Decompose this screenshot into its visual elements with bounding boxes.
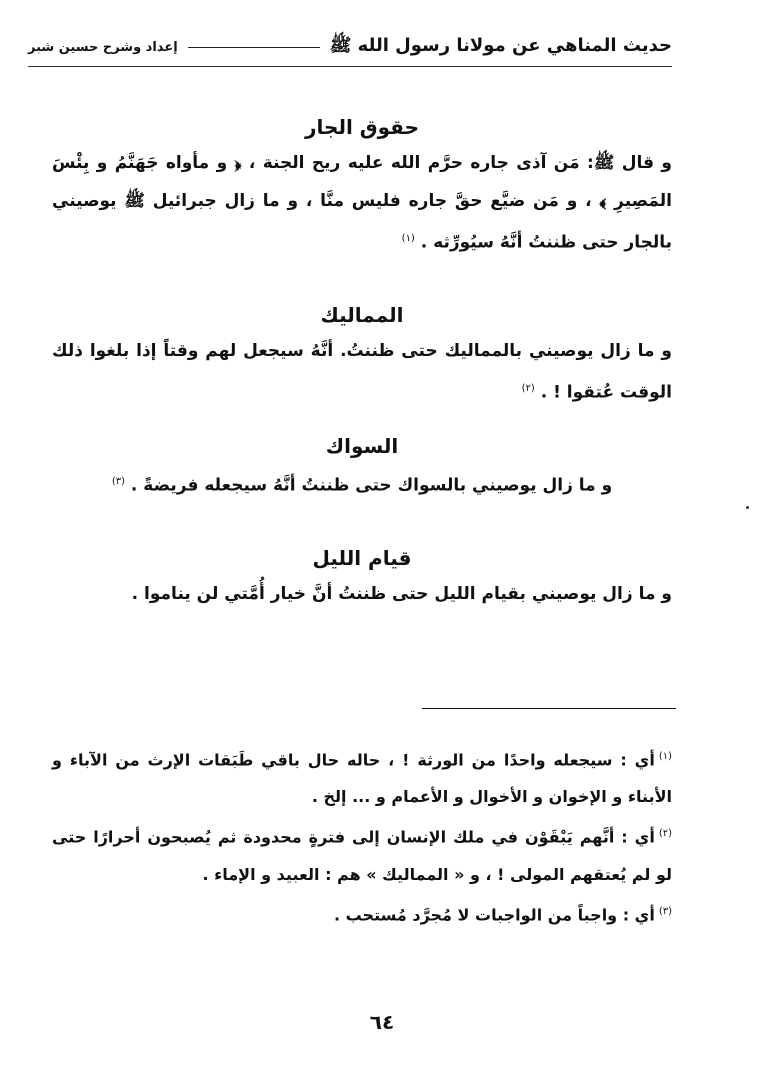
section-paragraph [52,144,672,262]
section-heading: المماليك [320,302,404,327]
book-title: حديث المناهي عن مولانا رسول الله ﷺ [329,35,672,56]
section-paragraph [52,332,672,412]
footnote-ref: (٢) [521,382,535,394]
section-neighbor-rights [52,110,672,262]
footnote-separator [422,708,676,709]
header-divider [188,47,320,48]
footnote-text: أي : أنَّهم يَبْقَوْن في ملك الإنسان إلى فترةٍ محدودة ثم يُصبحون أحرارًا حتى لو لم يُعتقهم المولى ! ، و « المماليك » هم : العبيد و الإماء . [52,827,672,884]
paragraph-text: و ما زال يوصيني بالمماليك حتى ظننتُ. أنَّهُ سيجعل لهم وقتاً إذا بلغوا ذلك الوقت عُتقوا ! . [52,340,672,403]
page-number: ٦٤ [369,1010,395,1034]
footnote-text: أي : سيجعله واحدًا من الورثة ! ، حاله حال باقي طَبَقات الإرث من الآباء و الأبناء و الإخوان و الأخوال و الأعمام و ... إلخ . [52,750,672,807]
footnote-number: (١) [658,751,672,762]
section-paragraph [52,463,672,505]
footnotes [52,738,672,933]
section-slaves [52,298,672,412]
footnote-number: (٣) [658,905,672,917]
margin-mark [746,506,749,509]
book-author: إعداد وشرح حسين شبر [28,39,178,55]
main-text [52,110,672,613]
section-paragraph [52,575,672,613]
paragraph-text: و قال ﷺ: مَن آذى جاره حرَّم الله عليه ريح الجنة ، ﴿ و مأواه جَهَنَّمُ و بِئْسَ المَصِيرِ ﴾ ، و مَن ضيَّع حقَّ جاره فليس منَّا ، و ما زال جبرائيل ﷺ يوصيني بالجار حتى ظننتُ أنَّهُ سيُورِّثه . [52,153,672,253]
running-header [28,30,672,64]
footnote [52,893,672,933]
section-siwak [52,429,672,505]
footnote-number: (٢) [658,828,672,840]
footnote-ref: (١) [401,233,415,244]
footnote [52,815,672,892]
section-heading: حقوق الجار [305,115,419,139]
header-underline [28,66,672,67]
section-heading: السواك [325,434,399,459]
section-heading: قيام الليل [312,545,412,570]
footnote-ref: (٣) [111,476,125,488]
paragraph-text: و ما زال يوصيني بقيام الليل حتى ظننتُ أنَّ خيار أُمَّتي لن يناموا . [131,583,672,604]
footnote [52,738,672,815]
paragraph-text: و ما زال يوصيني بالسواك حتى ظننتُ أنَّهُ سيجعله فريضةً . [130,475,613,496]
footnote-text: أي : واجباً من الواجبات لا مُجرَّد مُستحب . [333,904,655,924]
section-night-prayer [52,541,672,613]
